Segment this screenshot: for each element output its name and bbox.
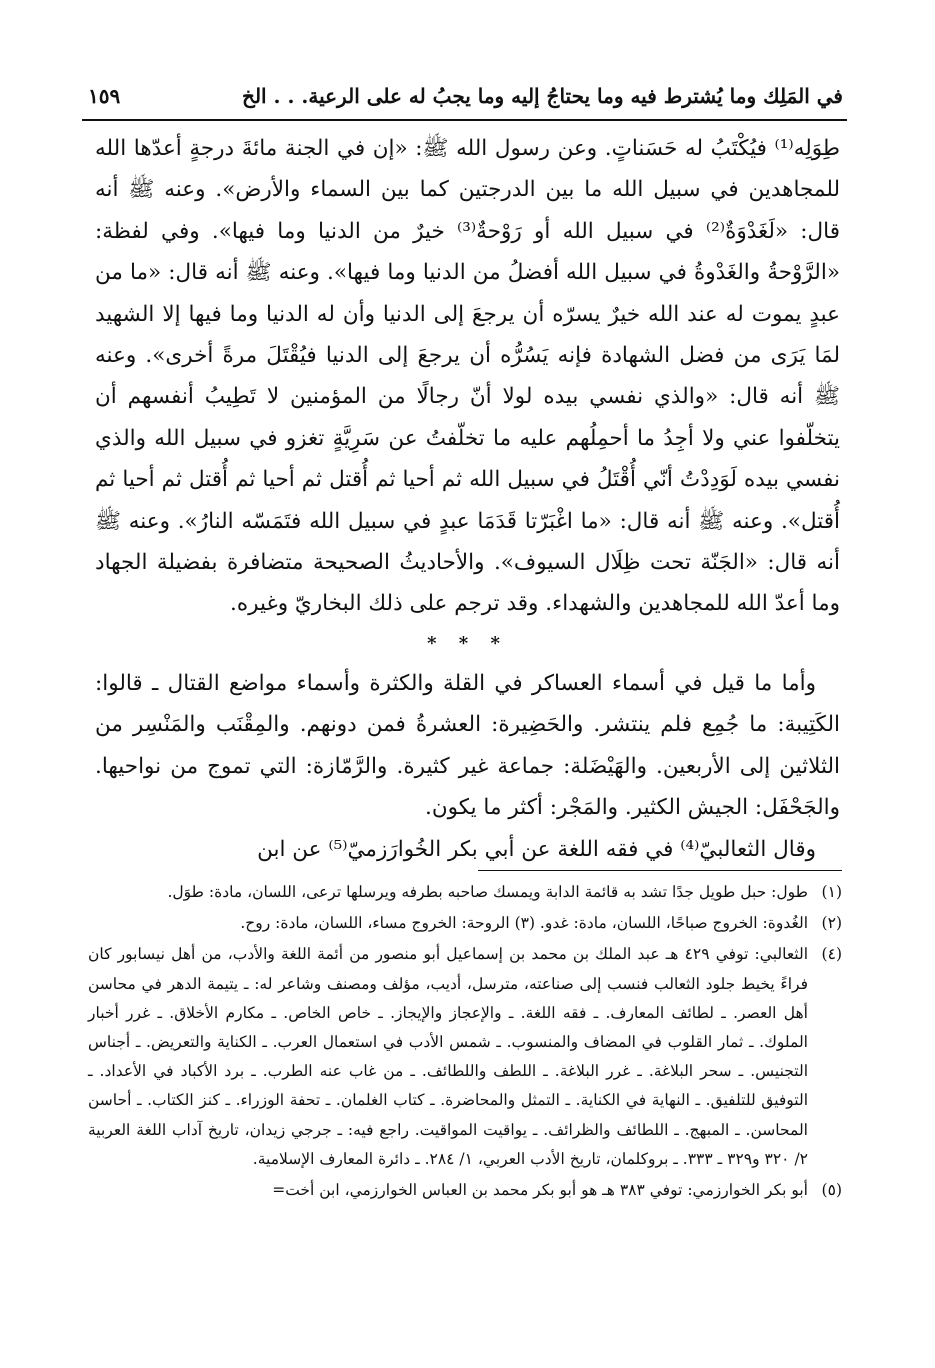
- footnotes: [88, 878, 842, 1207]
- footnote-number: (٥): [821, 1181, 842, 1200]
- footnote-text: الثعالبي: توفي ٤٢٩ هـ عبد الملك بن محمد بن إسماعيل أبو منصور من أئمة اللغة والأدب، من أهل نيسابور كان فراءً يخيط جلود الثعالب فنسب إلى صناعته، مترسل، أديب، مؤلف ومصنف وشاعر له: ـ يتيمة الدهر في محاسن أهل العصر. ـ لطائف المعارف. ـ فقه اللغة. ـ والإعجاز والإيجاز. ـ خاص الخاص. ـ مكارم الأخلاق. ـ غرر أخبار الملوك. ـ ثمار القلوب في المضاف والمنسوب. ـ شمس الأدب في استعمال العرب. ـ الكناية والتعريض. ـ أجناس التجنيس. ـ سحر البلاغة. ـ غرر البلاغة. ـ اللطف واللطائف. ـ من غاب عنه الطرب. ـ برد الأكباد في الأعداد. ـ التوفيق للتلفيق. ـ النهاية في الكناية. ـ التمثل والمحاضرة. ـ كتاب الغلمان. ـ تحفة الوزراء. ـ كنز الكتاب. ـ أحاسن المحاسن. ـ المبهج. ـ اللطائف والظرائف. ـ يواقيت المواقيت. راجع فيه: ـ جرجي زيدان، تاريخ آداب اللغة العربية ٢/ ٣٢٠ و٣٢٩ ـ ٣٣٣. ـ بروكلمان، تاريخ الأدب العربي، ١/ ٢٨٤. ـ دائرة المعارف الإسلامية.: [88, 945, 808, 1168]
- paragraph-army-names: وأما ما قيل في أسماء العساكر في القلة والكثرة وأسماء مواضع القتال ـ قالوا: الكَتِيبة: ما جُمِع فلم ينتشر. والحَضِيرة: العشرةُ فمن دونهم. والمِقْنَب والمَنْسِر من الثلاثين إلى الأربعين. والهَيْضَلة: جماعة غير كثيرة. والرَّمّازة: التي تموج من نواحيها. والجَحْفَل: الجيش الكثير. والمَجْر: أكثر ما يكون.: [95, 670, 840, 821]
- footnote-divider: [478, 870, 842, 871]
- footnote-number: (٤): [821, 945, 842, 964]
- footnote-item: [88, 1176, 842, 1205]
- footnote-item: [88, 940, 842, 1174]
- footnote-text: الغُدوة: الخروج صباحًا، اللسان، مادة: غدو. (٣) الروحة: الخروج مساء، اللسان، مادة: روح.: [240, 914, 808, 933]
- page-number: ١٥٩: [88, 84, 121, 108]
- main-text: [95, 128, 840, 870]
- footnote-item: [88, 878, 842, 907]
- running-header: [88, 76, 843, 116]
- footnote-item: [88, 909, 842, 938]
- paragraph-thaalibi: وقال الثعالبيّ⁽⁴⁾ في فقه اللغة عن أبي بكر الخُوارَزميّ⁽⁵⁾ عن ابن: [257, 836, 816, 862]
- section-separator: * * *: [427, 632, 508, 654]
- running-title: في المَلِك وما يُشترط فيه وما يحتاجُ إليه وما يجبُ له على الرعية. . . الخ: [242, 84, 843, 108]
- footnote-text: أبو بكر الخوارزمي: توفي ٣٨٣ هـ هو أبو بكر محمد بن العباس الخوارزمي، ابن أخت=: [272, 1181, 808, 1200]
- header-divider: [82, 119, 847, 121]
- footnote-number: (١): [821, 883, 842, 901]
- footnote-text: طول: حبل طويل جدًا تشد به قائمة الدابة ويمسك صاحبه بطرفه ويرسلها ترعى، اللسان، مادة: طوَل.: [167, 883, 808, 901]
- footnote-number: (٢): [821, 914, 842, 933]
- paragraph-hadith: طِوَلِه⁽¹⁾ فيُكْتَبُ له حَسَناتٍ. وعن رسول الله ﷺ: «إن في الجنة مائةَ درجةٍ أعدّها الله للمجاهدين في سبيل الله ما بين الدرجتين كما بين السماء والأرض». وعنه ﷺ أنه قال: «لَغَدْوَةٌ⁽²⁾ في سبيل الله أو رَوْحةٌ⁽³⁾ خيرٌ من الدنيا وما فيها». وفي لفظة: «الرَّوْحةُ والغَدْوةُ في سبيل الله أفضلُ من الدنيا وما فيها». وعنه ﷺ أنه قال: «ما من عبدٍ يموت له عند الله خيرٌ يسرّه أن يرجعَ إلى الدنيا وأن له الدنيا وما فيها إلا الشهيد لمَا يَرَى من فضل الشهادة فإنه يَسُرُّه أن يرجعَ إلى الدنيا فيُقْتَلَ مرةً أخرى». وعنه ﷺ أنه قال: «والذي نفسي بيده لولا أنّ رجالًا من المؤمنين لا تَطِيبُ أنفسهم أن يتخلّفوا عني ولا أجِدُ ما أحمِلُهم عليه ما تخلّفتُ عن سَرِيَّةٍ تغزو في سبيل الله والذي نفسي بيده لَوَدِدْتُ أنّي أُقْتَلُ في سبيل الله ثم أحيا ثم أُقتل ثم أحيا ثم أُقتل ثم أحيا ثم أُقتل». وعنه ﷺ أنه قال: «ما اغْبَرّتا قَدَمَا عبدٍ في سبيل الله فتَمَسّه النارُ». وعنه ﷺ أنه قال: «الجَنّة تحت ظِلَال السيوف». والأحاديثُ الصحيحة متضافرة بفضيلة الجهاد وما أعدّ الله للمجاهدين والشهداء. وقد ترجم على ذلك البخاريّ وغيره.: [95, 136, 841, 617]
